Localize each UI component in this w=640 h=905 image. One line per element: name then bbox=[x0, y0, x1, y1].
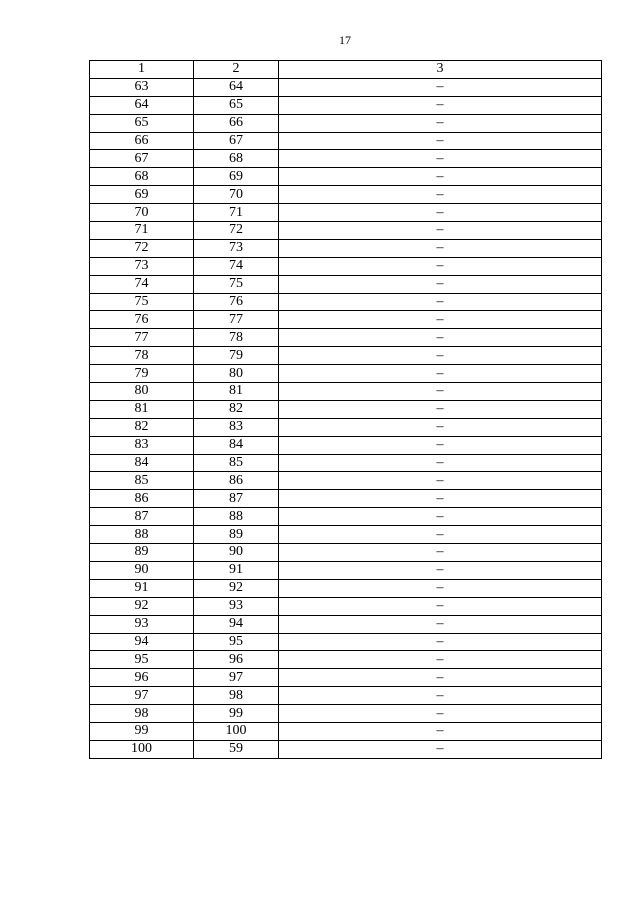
table-cell-col-1: 90 bbox=[90, 561, 194, 579]
table-cell-col-1: 64 bbox=[90, 96, 194, 114]
table-cell-col-1: 94 bbox=[90, 633, 194, 651]
table-cell-col-3: – bbox=[279, 705, 602, 723]
table-cell-col-2: 67 bbox=[194, 132, 279, 150]
table-cell-col-1: 77 bbox=[90, 329, 194, 347]
table-cell-col-3: – bbox=[279, 150, 602, 168]
table-body bbox=[90, 78, 602, 758]
header-row bbox=[90, 61, 602, 79]
table-cell-col-1: 76 bbox=[90, 311, 194, 329]
table-cell-col-3: – bbox=[279, 722, 602, 740]
table-cell-col-2: 74 bbox=[194, 257, 279, 275]
table-row bbox=[90, 579, 602, 597]
page-number: 17 bbox=[339, 33, 351, 47]
table-cell-col-2: 68 bbox=[194, 150, 279, 168]
table-cell-col-3: – bbox=[279, 114, 602, 132]
table-row bbox=[90, 275, 602, 293]
table-cell-col-3: – bbox=[279, 615, 602, 633]
table-row bbox=[90, 508, 602, 526]
table-cell-col-1: 65 bbox=[90, 114, 194, 132]
table-cell-col-1: 79 bbox=[90, 365, 194, 383]
table-cell-col-3: – bbox=[279, 418, 602, 436]
table-cell-col-1: 85 bbox=[90, 472, 194, 490]
table-cell-col-3: – bbox=[279, 454, 602, 472]
table-cell-col-2: 83 bbox=[194, 418, 279, 436]
table-cell-col-2: 96 bbox=[194, 651, 279, 669]
table-cell-col-3: – bbox=[279, 329, 602, 347]
table-cell-col-2: 64 bbox=[194, 78, 279, 96]
table-cell-col-2: 73 bbox=[194, 239, 279, 257]
column-header-1: 1 bbox=[90, 61, 194, 79]
table-row bbox=[90, 418, 602, 436]
table-cell-col-2: 80 bbox=[194, 365, 279, 383]
table-row bbox=[90, 687, 602, 705]
table-cell-col-2: 97 bbox=[194, 669, 279, 687]
table-cell-col-1: 72 bbox=[90, 239, 194, 257]
table-cell-col-2: 76 bbox=[194, 293, 279, 311]
column-header-3: 3 bbox=[279, 61, 602, 79]
table-row bbox=[90, 347, 602, 365]
table-row bbox=[90, 168, 602, 186]
table-row bbox=[90, 186, 602, 204]
table-cell-col-1: 93 bbox=[90, 615, 194, 633]
table-cell-col-2: 75 bbox=[194, 275, 279, 293]
table-cell-col-2: 82 bbox=[194, 400, 279, 418]
table-cell-col-2: 88 bbox=[194, 508, 279, 526]
table-cell-col-3: – bbox=[279, 132, 602, 150]
table-row bbox=[90, 114, 602, 132]
table-row bbox=[90, 526, 602, 544]
table-cell-col-3: – bbox=[279, 526, 602, 544]
table-cell-col-3: – bbox=[279, 651, 602, 669]
table-cell-col-3: – bbox=[279, 204, 602, 222]
table-cell-col-1: 96 bbox=[90, 669, 194, 687]
table-cell-col-2: 100 bbox=[194, 722, 279, 740]
table-row bbox=[90, 490, 602, 508]
table-cell-col-1: 92 bbox=[90, 597, 194, 615]
table-cell-col-2: 99 bbox=[194, 705, 279, 723]
table-cell-col-1: 78 bbox=[90, 347, 194, 365]
table-row bbox=[90, 597, 602, 615]
table-cell-col-1: 66 bbox=[90, 132, 194, 150]
table-cell-col-2: 81 bbox=[194, 383, 279, 401]
table-row bbox=[90, 257, 602, 275]
table-cell-col-3: – bbox=[279, 508, 602, 526]
table-cell-col-3: – bbox=[279, 293, 602, 311]
table-cell-col-2: 87 bbox=[194, 490, 279, 508]
table-cell-col-2: 59 bbox=[194, 740, 279, 758]
table-cell-col-3: – bbox=[279, 544, 602, 562]
table-cell-col-3: – bbox=[279, 597, 602, 615]
table-cell-col-3: – bbox=[279, 490, 602, 508]
table-cell-col-1: 84 bbox=[90, 454, 194, 472]
table-cell-col-3: – bbox=[279, 669, 602, 687]
table-row bbox=[90, 365, 602, 383]
table-cell-col-3: – bbox=[279, 257, 602, 275]
table-row bbox=[90, 436, 602, 454]
table-row bbox=[90, 150, 602, 168]
table-row bbox=[90, 740, 602, 758]
table-row bbox=[90, 633, 602, 651]
table-cell-col-2: 79 bbox=[194, 347, 279, 365]
table-cell-col-1: 82 bbox=[90, 418, 194, 436]
table-cell-col-2: 89 bbox=[194, 526, 279, 544]
table-header bbox=[90, 61, 602, 79]
table-row bbox=[90, 669, 602, 687]
table-row bbox=[90, 239, 602, 257]
table-row bbox=[90, 293, 602, 311]
table-row bbox=[90, 561, 602, 579]
table-cell-col-1: 81 bbox=[90, 400, 194, 418]
table-cell-col-3: – bbox=[279, 275, 602, 293]
table-row bbox=[90, 454, 602, 472]
table-cell-col-3: – bbox=[279, 436, 602, 454]
table-cell-col-1: 69 bbox=[90, 186, 194, 204]
table-cell-col-3: – bbox=[279, 311, 602, 329]
table-row bbox=[90, 311, 602, 329]
table-cell-col-2: 90 bbox=[194, 544, 279, 562]
table-cell-col-3: – bbox=[279, 78, 602, 96]
table-cell-col-3: – bbox=[279, 687, 602, 705]
data-table bbox=[89, 60, 602, 759]
table-row bbox=[90, 383, 602, 401]
table-cell-col-1: 68 bbox=[90, 168, 194, 186]
table-cell-col-3: – bbox=[279, 222, 602, 240]
table-row bbox=[90, 705, 602, 723]
table-cell-col-1: 87 bbox=[90, 508, 194, 526]
table-cell-col-1: 70 bbox=[90, 204, 194, 222]
table-cell-col-3: – bbox=[279, 740, 602, 758]
table-cell-col-3: – bbox=[279, 365, 602, 383]
table-cell-col-3: – bbox=[279, 168, 602, 186]
table-cell-col-2: 71 bbox=[194, 204, 279, 222]
table-row bbox=[90, 400, 602, 418]
table-cell-col-1: 71 bbox=[90, 222, 194, 240]
table-cell-col-1: 99 bbox=[90, 722, 194, 740]
table-cell-col-2: 95 bbox=[194, 633, 279, 651]
table-cell-col-1: 95 bbox=[90, 651, 194, 669]
table-cell-col-3: – bbox=[279, 400, 602, 418]
table-cell-col-2: 85 bbox=[194, 454, 279, 472]
table-cell-col-1: 91 bbox=[90, 579, 194, 597]
table-row bbox=[90, 132, 602, 150]
table-cell-col-2: 84 bbox=[194, 436, 279, 454]
table-cell-col-2: 92 bbox=[194, 579, 279, 597]
table-cell-col-2: 93 bbox=[194, 597, 279, 615]
table-row bbox=[90, 222, 602, 240]
table-cell-col-1: 80 bbox=[90, 383, 194, 401]
table-cell-col-2: 98 bbox=[194, 687, 279, 705]
table-row bbox=[90, 544, 602, 562]
table-cell-col-2: 77 bbox=[194, 311, 279, 329]
table-cell-col-1: 73 bbox=[90, 257, 194, 275]
table-cell-col-1: 63 bbox=[90, 78, 194, 96]
table-cell-col-1: 88 bbox=[90, 526, 194, 544]
table-cell-col-1: 98 bbox=[90, 705, 194, 723]
table-row bbox=[90, 472, 602, 490]
table-row bbox=[90, 204, 602, 222]
table-row bbox=[90, 615, 602, 633]
table-row bbox=[90, 78, 602, 96]
table-cell-col-1: 100 bbox=[90, 740, 194, 758]
table-cell-col-1: 86 bbox=[90, 490, 194, 508]
table-row bbox=[90, 96, 602, 114]
table-cell-col-1: 75 bbox=[90, 293, 194, 311]
table-cell-col-1: 74 bbox=[90, 275, 194, 293]
table-cell-col-2: 94 bbox=[194, 615, 279, 633]
table-cell-col-2: 69 bbox=[194, 168, 279, 186]
table-cell-col-2: 65 bbox=[194, 96, 279, 114]
table-cell-col-2: 72 bbox=[194, 222, 279, 240]
table-row bbox=[90, 722, 602, 740]
table-cell-col-1: 89 bbox=[90, 544, 194, 562]
table-cell-col-3: – bbox=[279, 579, 602, 597]
table-cell-col-1: 83 bbox=[90, 436, 194, 454]
table-row bbox=[90, 329, 602, 347]
table-cell-col-1: 67 bbox=[90, 150, 194, 168]
table-cell-col-2: 86 bbox=[194, 472, 279, 490]
table-cell-col-2: 70 bbox=[194, 186, 279, 204]
table-cell-col-3: – bbox=[279, 561, 602, 579]
table-cell-col-1: 97 bbox=[90, 687, 194, 705]
table-cell-col-3: – bbox=[279, 633, 602, 651]
table-cell-col-2: 66 bbox=[194, 114, 279, 132]
table-cell-col-3: – bbox=[279, 239, 602, 257]
table-cell-col-3: – bbox=[279, 472, 602, 490]
table-cell-col-3: – bbox=[279, 96, 602, 114]
table-cell-col-3: – bbox=[279, 347, 602, 365]
table-cell-col-3: – bbox=[279, 186, 602, 204]
table-cell-col-2: 78 bbox=[194, 329, 279, 347]
table-row bbox=[90, 651, 602, 669]
table-cell-col-2: 91 bbox=[194, 561, 279, 579]
table-cell-col-3: – bbox=[279, 383, 602, 401]
column-header-2: 2 bbox=[194, 61, 279, 79]
